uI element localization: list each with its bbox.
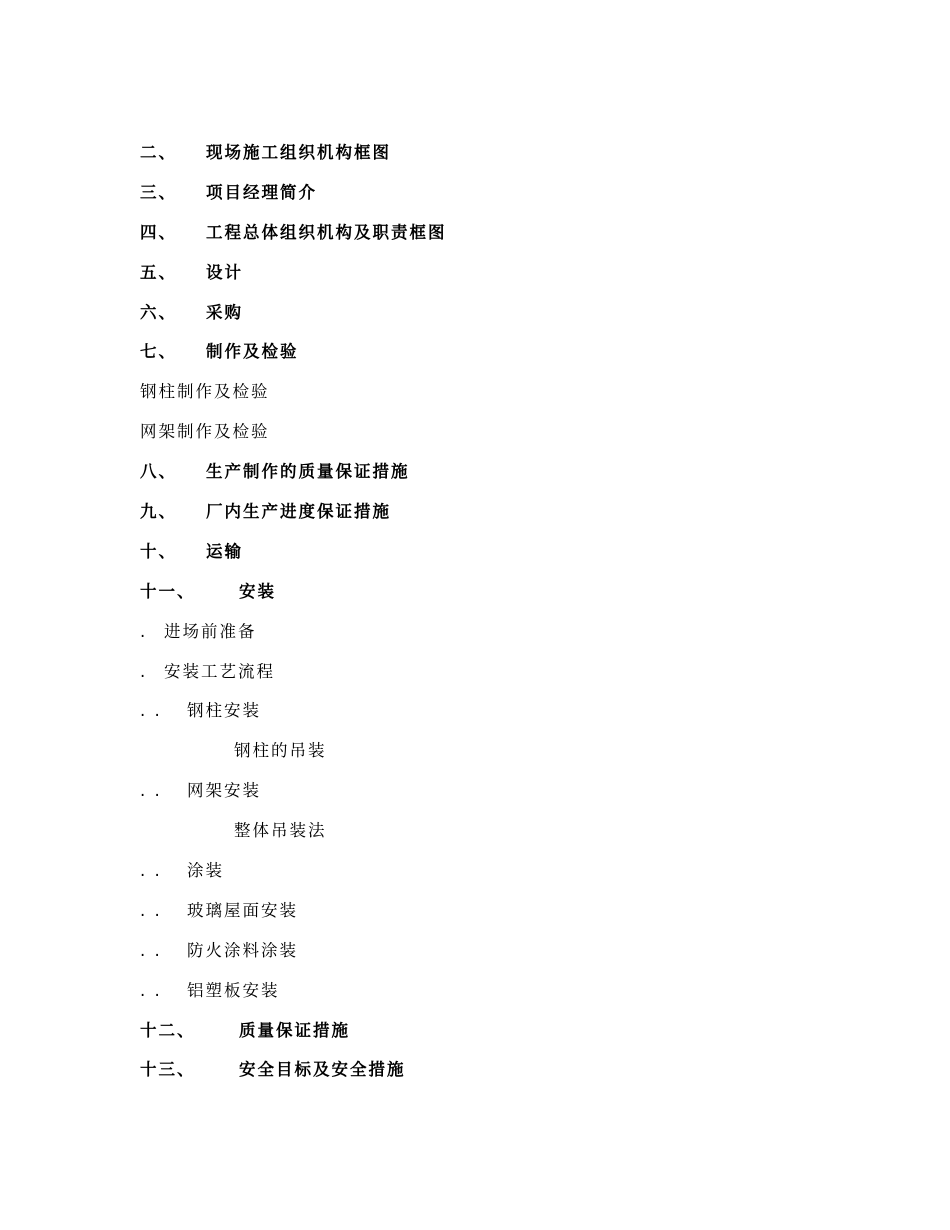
toc-number: . bbox=[140, 621, 148, 641]
toc-title: 网架安装 bbox=[187, 781, 261, 801]
toc-title: 铝塑板安装 bbox=[187, 980, 280, 1000]
toc-number: 五、 bbox=[140, 262, 177, 282]
toc-subentry bbox=[140, 619, 840, 659]
toc-entry-13 bbox=[140, 1057, 840, 1097]
toc-title: 运输 bbox=[206, 541, 243, 561]
toc-number: 十一、 bbox=[140, 581, 196, 601]
toc-number: 四、 bbox=[140, 222, 177, 242]
toc-entry-2 bbox=[140, 140, 840, 180]
toc-subentry bbox=[140, 698, 840, 738]
toc-number: 十三、 bbox=[140, 1060, 196, 1080]
toc-title: 钢柱制作及检验 bbox=[140, 382, 270, 402]
toc-number: 二、 bbox=[140, 143, 177, 162]
toc-title: 采购 bbox=[206, 302, 243, 322]
toc-title: 玻璃屋面安装 bbox=[187, 900, 298, 920]
toc-number: 六、 bbox=[140, 302, 177, 322]
toc-title: 进场前准备 bbox=[164, 621, 257, 641]
toc-entry-3 bbox=[140, 180, 840, 220]
toc-number: . . bbox=[140, 940, 162, 960]
toc-subentry-deep bbox=[140, 738, 840, 778]
toc-number: 八、 bbox=[140, 462, 177, 482]
toc-title: 安装工艺流程 bbox=[164, 661, 275, 681]
toc-title: 安全目标及安全措施 bbox=[239, 1060, 406, 1080]
toc-subentry bbox=[140, 778, 840, 818]
toc-title: 钢柱安装 bbox=[187, 701, 261, 721]
toc-title: 涂装 bbox=[187, 861, 224, 881]
toc-number: . . bbox=[140, 861, 162, 881]
toc-title: 钢柱的吊装 bbox=[234, 741, 327, 761]
toc-entry-10 bbox=[140, 539, 840, 579]
toc-title: 设计 bbox=[206, 262, 243, 282]
toc-subentry bbox=[140, 978, 840, 1018]
toc-number: 九、 bbox=[140, 502, 177, 522]
toc-subentry bbox=[140, 659, 840, 699]
toc-entry-7 bbox=[140, 339, 840, 379]
toc-number: . . bbox=[140, 980, 162, 1000]
toc-number: . . bbox=[140, 701, 162, 721]
toc-entry-8 bbox=[140, 459, 840, 499]
table-of-contents bbox=[140, 140, 840, 1097]
toc-subentry bbox=[140, 858, 840, 898]
toc-number: . bbox=[140, 661, 148, 681]
toc-entry-11 bbox=[140, 579, 840, 619]
toc-number: . . bbox=[140, 781, 162, 801]
toc-title: 厂内生产进度保证措施 bbox=[206, 502, 391, 522]
toc-title: 项目经理简介 bbox=[206, 182, 317, 202]
toc-subentry bbox=[140, 898, 840, 938]
toc-title: 网架制作及检验 bbox=[140, 422, 270, 442]
toc-entry-9 bbox=[140, 499, 840, 539]
toc-number: 十、 bbox=[140, 541, 177, 561]
toc-title: 整体吊装法 bbox=[234, 821, 327, 841]
toc-entry-12 bbox=[140, 1018, 840, 1058]
toc-entry-5 bbox=[140, 260, 840, 300]
toc-number: 十二、 bbox=[140, 1020, 196, 1040]
toc-title: 质量保证措施 bbox=[239, 1020, 350, 1040]
toc-title: 制作及检验 bbox=[206, 342, 299, 362]
toc-entry-4 bbox=[140, 220, 840, 260]
toc-number: . . bbox=[140, 900, 162, 920]
toc-title: 工程总体组织机构及职责框图 bbox=[206, 222, 447, 242]
toc-entry-6 bbox=[140, 300, 840, 340]
toc-title: 防火涂料涂装 bbox=[187, 940, 298, 960]
toc-title: 安装 bbox=[239, 581, 276, 601]
toc-title: 生产制作的质量保证措施 bbox=[206, 462, 410, 482]
toc-title: 现场施工组织机构框图 bbox=[206, 143, 391, 162]
toc-subentry-deep bbox=[140, 818, 840, 858]
toc-number: 七、 bbox=[140, 342, 177, 362]
toc-number: 三、 bbox=[140, 182, 177, 202]
toc-subentry bbox=[140, 938, 840, 978]
toc-subentry-grid-frame bbox=[140, 419, 840, 459]
toc-subentry-steel-column bbox=[140, 379, 840, 419]
